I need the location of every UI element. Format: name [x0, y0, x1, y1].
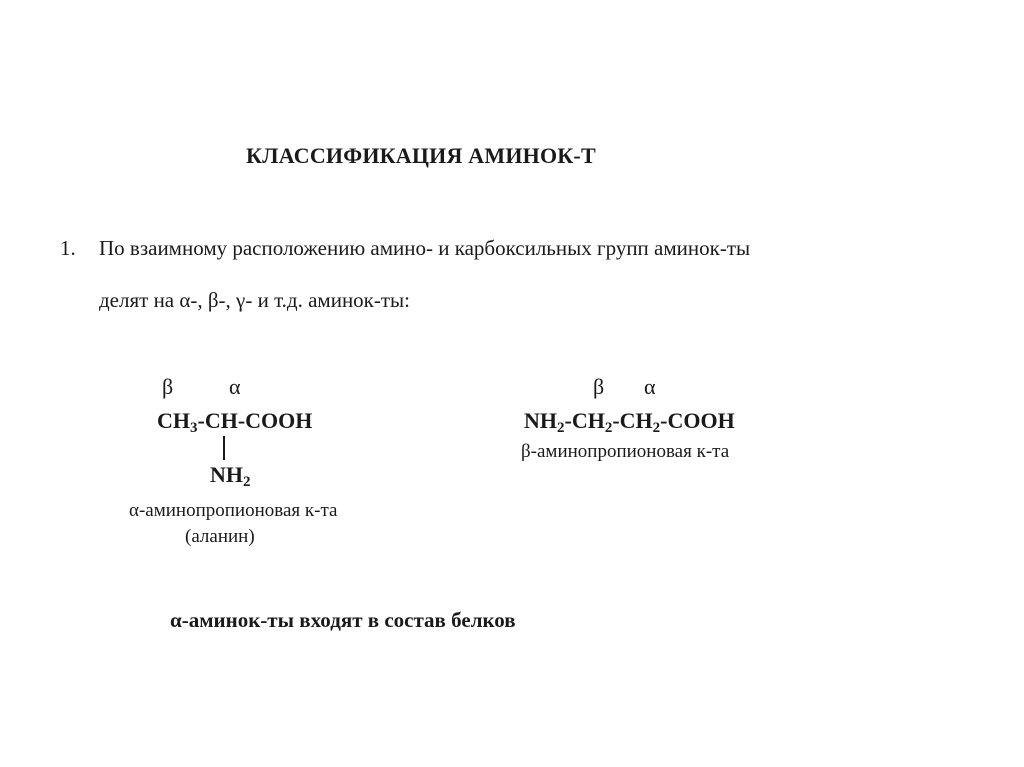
beta-acid-cooh: -COOH [660, 408, 735, 433]
beta-acid-ch-first-subscript: 2 [604, 420, 613, 436]
alanine-nh-subscript: 2 [243, 474, 251, 490]
alanine-chain: -CH-COOH [197, 408, 313, 433]
beta-acid-beta-label: β [593, 374, 605, 399]
item-text-line-2: делят на α-, β-, γ- и т.д. аминок-ты: [99, 288, 411, 312]
alanine-beta-label: β [162, 374, 174, 399]
alanine-ch: CH [157, 408, 190, 433]
alanine-nh: NH [210, 462, 243, 487]
beta-acid-formula [524, 408, 735, 434]
beta-acid-nh: NH [524, 408, 557, 433]
beta-acid-alpha-label: α [644, 374, 656, 399]
conclusion-statement: α-аминок-ты входят в состав белков [170, 608, 516, 632]
alanine-name: α-аминопропионовая к-та [129, 500, 338, 521]
slide-title: КЛАССИФИКАЦИЯ АМИНОК-Т [246, 143, 596, 168]
beta-acid-ch-second: -CH [612, 408, 653, 433]
beta-acid-ch-first: -CH [564, 408, 605, 433]
beta-acid-ch-second-subscript: 2 [652, 420, 661, 436]
alanine-formula [157, 408, 312, 434]
beta-acid-name: β-аминопропионовая к-та [521, 441, 730, 462]
alanine-nh2-bond [223, 436, 225, 460]
item-text-line-1: По взаимному расположению амино- и карбоксильных групп аминок-ты [99, 236, 751, 260]
beta-acid-nh-subscript: 2 [557, 420, 565, 436]
alanine-trivial-name: (аланин) [185, 526, 255, 547]
alanine-ch-subscript: 3 [190, 420, 198, 436]
alanine-amino-group [210, 462, 251, 488]
list-number: 1. [60, 236, 76, 260]
alanine-alpha-label: α [229, 374, 241, 399]
